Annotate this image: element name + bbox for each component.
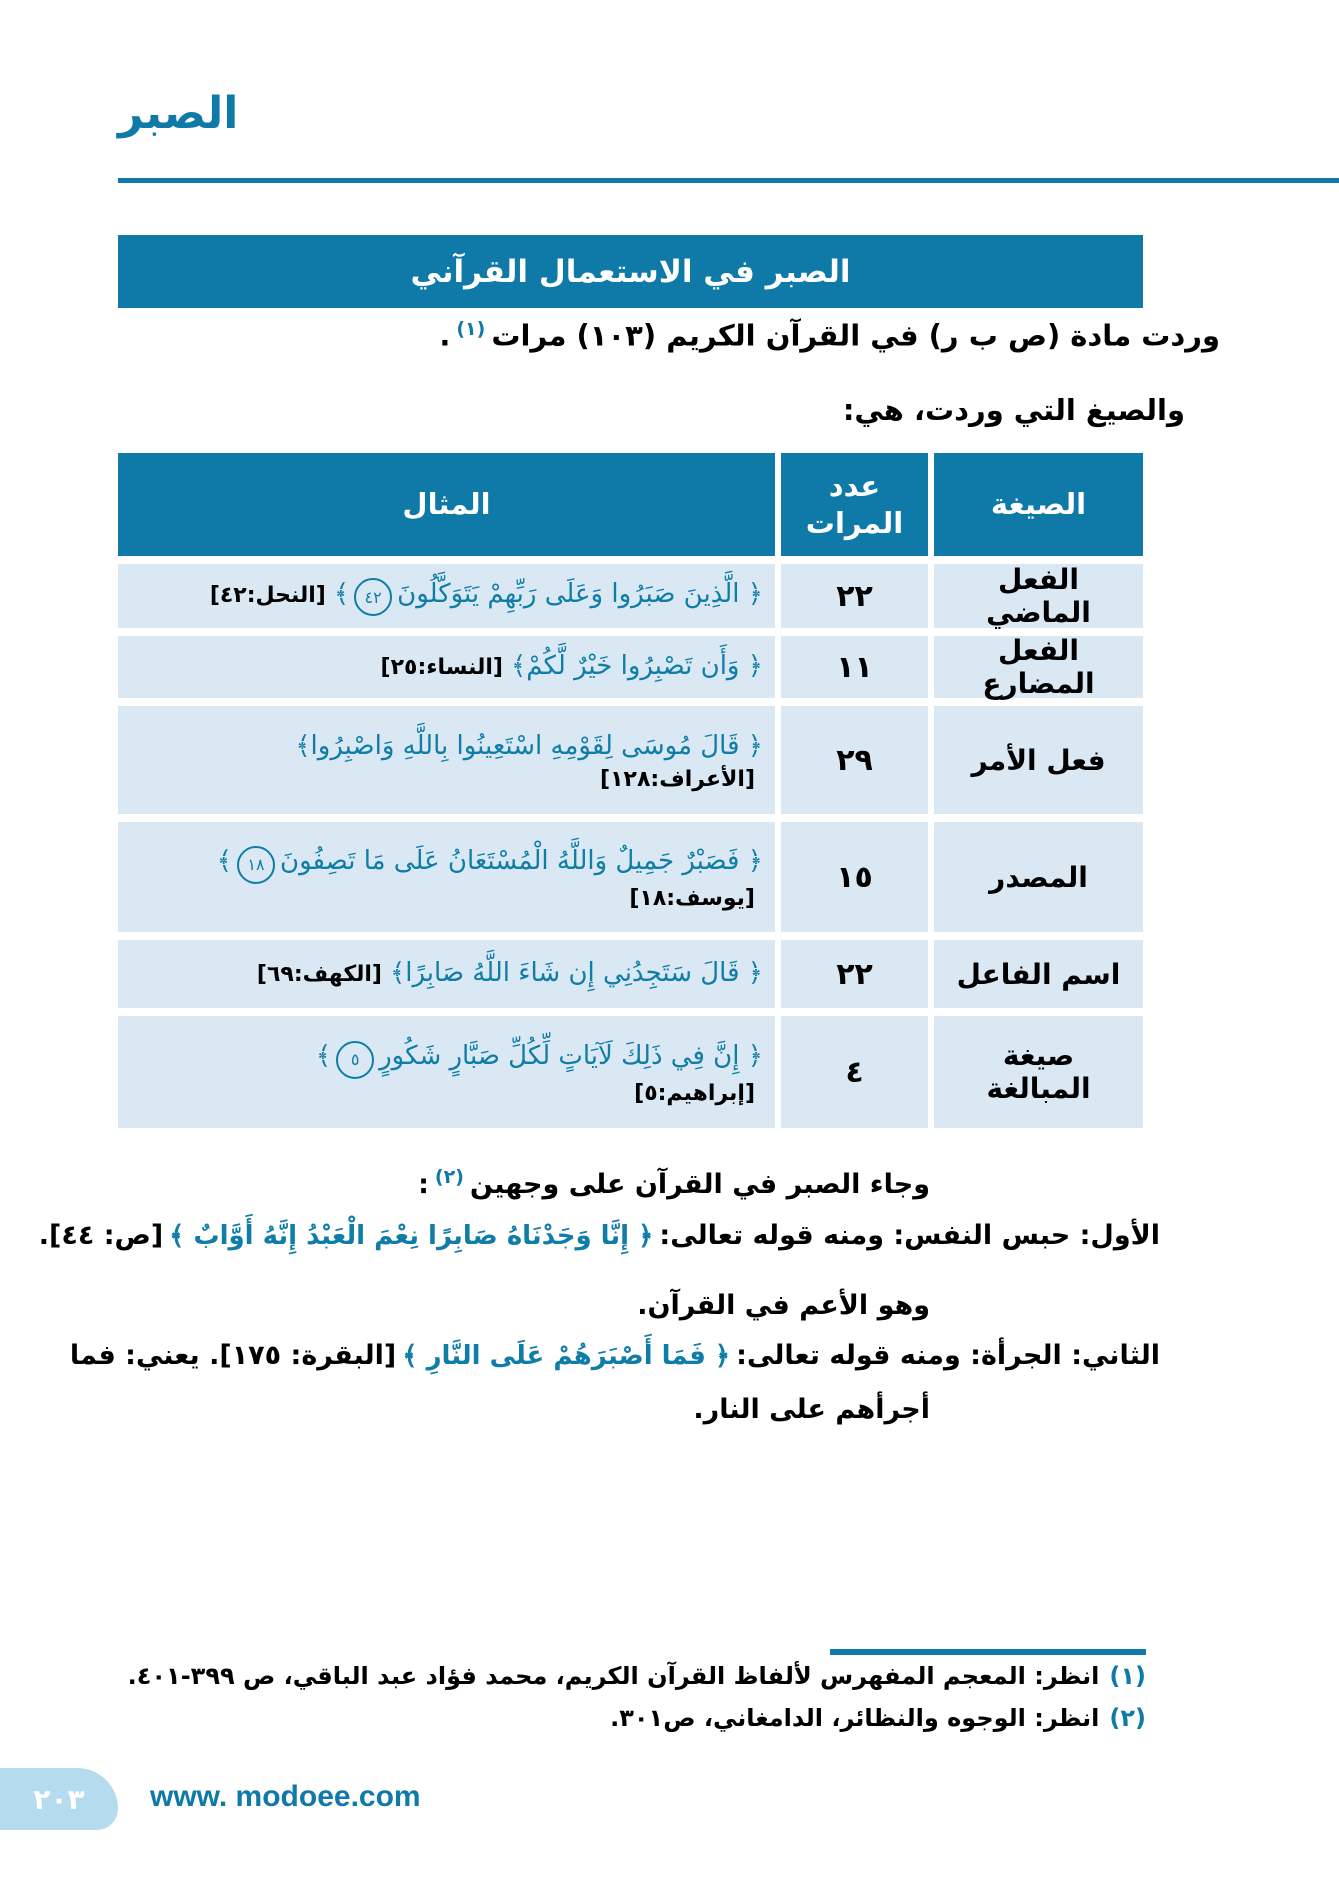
body-line-first-aspect [39,1220,1160,1251]
intro-line-1 [439,318,1220,353]
table-row [118,564,775,628]
verse-text: ﴿ فَصَبْرٌ جَمِيلٌ وَاللَّهُ الْمُسْتَعَانُ عَلَى مَا تَصِفُونَ [279,846,763,877]
table-row [781,564,928,628]
table-header-count-line1: عدد [828,469,881,504]
ayah-number-ornament: ٤٢ [354,578,392,616]
verse-reference: [الكهف:٦٩] [256,962,382,988]
first-aspect-lead: الأول: حبس النفس: ومنه قوله تعالى: [659,1220,1160,1251]
form-cell: اسم الفاعل [956,957,1121,991]
footnote-ref-1: (١) [456,318,486,340]
table-row [934,940,1143,1008]
table-row [934,706,1143,814]
table-row [934,822,1143,932]
ayah-number-ornament: ٥ [336,1041,374,1079]
section-banner-title: الصبر في الاستعمال القرآني [410,253,851,290]
second-aspect-tail: يعني: فما [69,1340,200,1371]
table-row [118,706,775,814]
footnote-1 [128,1662,1146,1690]
footnote-1-marker: (١) [1109,1662,1146,1690]
page-number-badge [0,1768,118,1830]
body-line-first-aspect-cont [637,1290,930,1321]
first-aspect-verse: ﴿ إِنَّا وَجَدْنَاهُ صَابِرًا نِعْمَ الْعَبْدُ إِنَّهُ أَوَّابٌ ﴾ [169,1221,654,1251]
table-row [118,636,775,698]
footnote-2-text: انظر: الوجوه والنظائر، الدامغاني، ص٣٠١. [610,1704,1100,1732]
count-cell: ١٥ [836,859,873,895]
ayah-number-ornament: ١٨ [237,846,275,884]
form-cell: صيغة المبالغة [986,1039,1091,1105]
verse-reference: [إبراهيم:٥] [634,1080,755,1106]
first-aspect-continuation: وهو الأعم في القرآن. [637,1290,930,1321]
count-cell: ٢٢ [836,578,873,614]
count-cell: ٢٩ [836,742,873,778]
table-row [781,940,928,1008]
intro-line-1-period: . [439,318,451,353]
body-line-two-aspects [418,1166,930,1200]
table-row [934,1016,1143,1128]
verse-close-bracket: ﴾ [295,730,311,761]
form-cell: الفعل الماضي [986,563,1091,629]
table-row [781,636,928,698]
table-row [118,940,775,1008]
table-header-example [118,453,775,556]
intro-line-2-text: والصيغ التي وردت، هي: [842,393,1185,427]
table-header-count [781,453,928,556]
second-aspect-lead: الثاني: الجرأة: ومنه قوله تعالى: [736,1340,1160,1371]
verse-reference: [النساء:٢٥] [380,655,503,681]
site-url[interactable]: www. modoee.com [150,1780,421,1813]
form-cell: المصدر [989,860,1088,894]
table-row [781,1016,928,1128]
table-header-example-label: المثال [402,487,491,522]
verse-reference: [الأعراف:١٢٨] [600,767,755,793]
footnote-divider [830,1649,1146,1655]
table-row [934,564,1143,628]
verse-reference: [النحل:٤٢] [209,582,326,608]
section-banner [118,235,1143,308]
verse-text: ﴿ الَّذِينَ صَبَرُوا وَعَلَى رَبِّهِمْ يَتَوَكَّلُونَ [397,578,763,609]
verse-text: ﴿ قَالَ مُوسَى لِقَوْمِهِ اسْتَعِينُوا بِاللَّهِ وَاصْبِرُوا [310,730,763,761]
table-row [118,1016,775,1128]
table-row [934,636,1143,698]
second-aspect-reference: [البقرة: ١٧٥]. [209,1340,397,1371]
count-cell: ٢٢ [836,956,873,992]
usage-table [118,453,1143,1128]
page-number: ٢٠٣ [33,1782,85,1816]
form-cell: الفعل المضارع [982,634,1095,700]
table-row [118,822,775,932]
body-line-second-aspect [70,1340,1160,1371]
first-aspect-reference: [ص: ٤٤]. [38,1220,164,1251]
verse-close-bracket: ﴾ [333,578,350,609]
intro-line-1-text: وردت مادة (ص ب ر) في القرآن الكريم (١٠٣) مرات [491,318,1220,353]
table-header-count-line2: المرات [805,505,904,540]
verse-text: ﴿ وَأَن تَصْبِرُوا خَيْرٌ لَّكُمْ [526,651,763,682]
footnote-ref-2: (٢) [434,1166,464,1188]
verse-close-bracket: ﴾ [216,846,232,877]
table-row [781,706,928,814]
second-aspect-continuation: أجرأهم على النار. [693,1394,930,1425]
verse-reference: [يوسف:١٨] [629,885,755,911]
body-line-two-aspects-text: وجاء الصبر في القرآن على وجهين [469,1169,930,1200]
table-header-form [934,453,1143,556]
footnote-2-marker: (٢) [1109,1704,1146,1732]
verse-close-bracket: ﴾ [315,1041,332,1072]
second-aspect-verse: ﴿ فَمَا أَصْبَرَهُمْ عَلَى النَّارِ ﴾ [402,1341,731,1371]
table-header-form-label: الصيغة [990,487,1087,522]
verse-close-bracket: ﴾ [389,958,406,989]
table-row [781,822,928,932]
running-head-underline [118,178,1339,183]
intro-line-2 [843,393,1185,427]
footnote-1-text: انظر: المعجم المفهرس لألفاظ القرآن الكريم، محمد فؤاد عبد الباقي، ص ٣٩٩-٤٠١. [127,1662,1100,1690]
form-cell: فعل الأمر [971,743,1106,777]
verse-close-bracket: ﴾ [510,651,527,682]
verse-text: ﴿ إِنَّ فِي ذَلِكَ لَآيَاتٍ لِّكُلِّ صَبَّارٍ شَكُورٍ [379,1041,763,1072]
count-cell: ١١ [836,649,873,685]
body-line-second-aspect-cont [693,1394,930,1425]
count-cell: ٤ [845,1054,864,1090]
running-head-word: الصبر [118,88,239,139]
footnote-2 [610,1704,1146,1732]
body-line-two-aspects-colon: : [418,1169,429,1200]
verse-text: ﴿ قَالَ سَتَجِدُنِي إِن شَاءَ اللَّهُ صَابِرًا [405,958,763,989]
